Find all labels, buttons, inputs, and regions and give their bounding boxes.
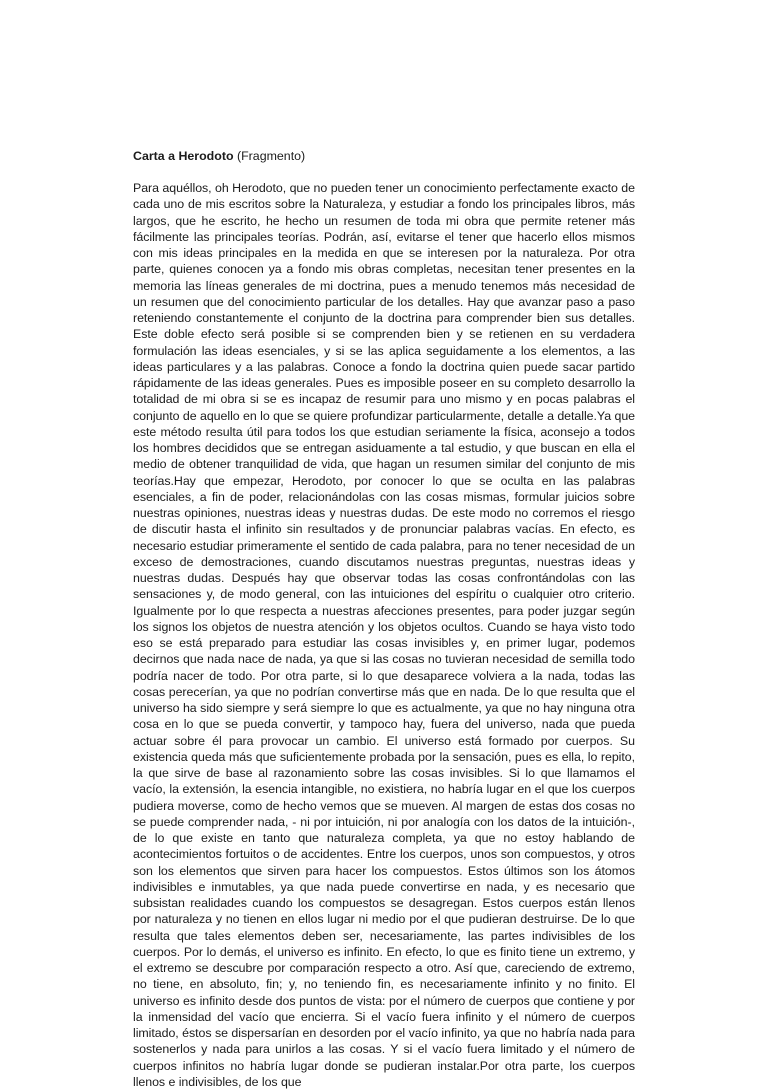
document-page bbox=[133, 148, 635, 1090]
document-subtitle: (Fragmento) bbox=[236, 149, 306, 163]
document-body: Para aquéllos, oh Herodoto, que no pueden tener un conocimiento perfectamente exacto de cada uno de mis escritos sobre la Naturaleza, y estudiar a fondo los principales libros, más largos, que he escrito, he hecho un resumen de toda mi obra que permite retener más fácilmente las principales teorías. Podrán, así, evitarse el tener que hacerlo ellos mismos con mis ideas principales en la medida en que se interesen por la naturaleza. Por otra parte, quienes conocen ya a fondo mis obras completas, necesitan tener presentes en la memoria las líneas generales de mi doctrina, pues a menudo tenemos más necesidad de un resumen que del conocimiento particular de los detalles. Hay que avanzar paso a paso reteniendo constantemente el conjunto de la doctrina para comprender bien sus detalles. Este doble efecto será posible si se comprenden bien y se retienen en su verdadera formulación las ideas esenciales, y si se las aplica seguidamente a los elementos, a las ideas particulares y a las palabras. Conoce a fondo la doctrina quien puede sacar partido rápidamente de las ideas generales. Pues es imposible poseer en su completo desarrollo la totalidad de mi obra si se es incapaz de resumir para uno mismo y en pocas palabras el conjunto de aquello en lo que se quiere profundizar particularmente, detalle a detalle.Ya que este método resulta útil para todos los que estudian seriamente la física, aconsejo a todos los hombres decididos que se entregan asiduamente a tal estudio, y que buscan en ella el medio de obtener tranquilidad de vida, que hagan un resumen similar del conjunto de mis teorías.Hay que empezar, Herodoto, por conocer lo que se oculta en las palabras esenciales, a fin de poder, relacionándolas con las cosas mismas, formular juicios sobre nuestras opiniones, nuestras ideas y nuestras dudas. De este modo no corremos el riesgo de discutir hasta el infinito sin resultados y de pronunciar palabras vacías. En efecto, es necesario estudiar primeramente el sentido de cada palabra, para no tener necesidad de un exceso de demostraciones, cuando discutamos nuestras preguntas, nuestras ideas y nuestras dudas. Después hay que observar todas las cosas confrontándolas con las sensaciones y, de modo general, con las intuiciones del espíritu o cualquier otro criterio. Igualmente por lo que respecta a nuestras afecciones presentes, para poder juzgar según los signos los objetos de nuestra atención y los objetos ocultos. Cuando se haya visto todo eso se está preparado para estudiar las cosas invisibles y, en primer lugar, podemos decirnos que nada nace de nada, ya que si las cosas no tuvieran necesidad de semilla todo podría nacer de todo. Por otra parte, si lo que desaparece volviera a la nada, todas las cosas perecerían, ya que no podrían convertirse más que en nada. De lo que resulta que el universo ha sido siempre y será siempre lo que es actualmente, ya que no hay ninguna otra cosa en lo que se pueda convertir, y tampoco hay, fuera del universo, nada que pueda actuar sobre él para provocar un cambio. El universo está formado por cuerpos. Su existencia queda más que suficientemente probada por la sensación, pues es ella, lo repito, la que sirve de base al razonamiento sobre las cosas invisibles. Si lo que llamamos el vacío, la extensión, la esencia intangible, no existiera, no habría lugar en el que los cuerpos pudiera moverse, como de hecho vemos que se mueven. Al margen de estas dos cosas no se puede comprender nada, - ni por intuición, ni por analogía con los datos de la intuición-, de lo que existe en tanto que naturaleza completa, ya que no estoy hablando de acontecimientos fortuitos o de accidentes. Entre los cuerpos, unos son compuestos, y otros son los elementos que sirven para hacer los compuestos. Estos últimos son los átomos indivisibles e inmutables, ya que nada puede convertirse en nada, y es necesario que subsistan realidades cuando los compuestos se desagregan. Estos cuerpos están llenos por naturaleza y no tienen en ellos lugar ni medio por el que pudieran destruirse. De lo que resulta que tales elementos deben ser, necesariamente, las partes indivisibles de los cuerpos. Por lo demás, el universo es infinito. En efecto, lo que es finito tiene un extremo, y el extremo se descubre por comparación respecto a otro. Así que, careciendo de extremo, no tiene, en absoluto, fin; y, no teniendo fin, es necesariamente infinito y no finito. El universo es infinito desde dos puntos de vista: por el número de cuerpos que contiene y por la inmensidad del vacío que encierra. Si el vacío fuera infinito y el número de cuerpos limitado, éstos se dispersarían en desorden por el vacío infinito, ya que no habría nada para sostenerlos y nada para unirlos a las cosas. Y si el vacío fuera limitado y el número de cuerpos infinitos no habría lugar donde se pudieran instalar.Por otra parte, los cuerpos llenos e indivisibles, de los que bbox=[133, 181, 635, 1089]
document-heading bbox=[133, 148, 635, 164]
document-title: Carta a Herodoto bbox=[133, 149, 234, 163]
